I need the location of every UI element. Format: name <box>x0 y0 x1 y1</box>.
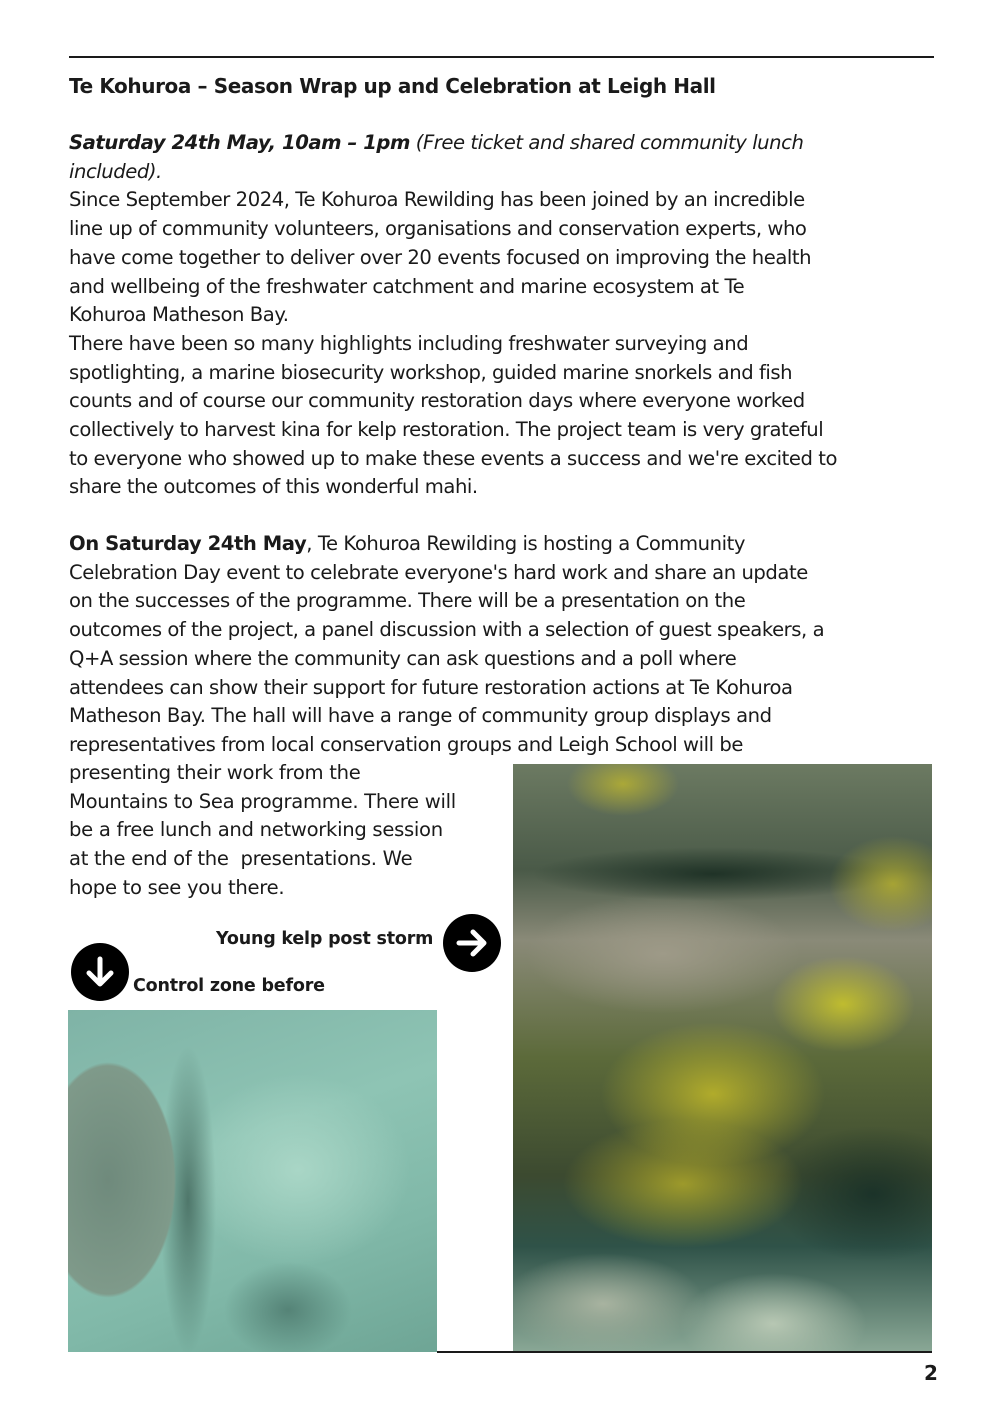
photo-young-kelp <box>513 764 932 1352</box>
paragraph3-line: Q+A session where the community can ask questions and a poll where <box>69 646 737 670</box>
paragraph1-line: Since September 2024, Te Kohuroa Rewilding has been joined by an incredible <box>69 188 805 212</box>
arrow-right-circle-icon <box>443 914 501 972</box>
paragraph1-line: Kohuroa Matheson Bay. <box>69 303 289 327</box>
event-note-cont: included). <box>69 159 162 183</box>
wrap-line: Mountains to Sea programme. There will <box>69 789 456 813</box>
paragraph3-first-rest: , Te Kohuroa Rewilding is hosting a Community <box>306 532 745 555</box>
wrap-line: at the end of the presentations. We <box>69 847 413 871</box>
paragraph3-line: attendees can show their support for future restoration actions at Te Kohuroa <box>69 675 793 699</box>
paragraph2-line: There have been so many highlights including freshwater surveying and <box>69 331 749 355</box>
paragraph3-line: on the successes of the programme. There will be a presentation on the <box>69 589 746 613</box>
caption-control-zone: Control zone before <box>133 976 325 996</box>
paragraph2-line: to everyone who showed up to make these events a success and we're excited to <box>69 446 838 470</box>
event-note: (Free ticket and shared community lunch <box>409 131 804 154</box>
photo-control-zone <box>68 1010 437 1352</box>
arrow-down-circle-icon <box>71 943 129 1001</box>
article-body-intro <box>69 129 939 502</box>
page-number: 2 <box>924 1361 938 1385</box>
paragraph1-line: and wellbeing of the freshwater catchment and marine ecosystem at Te <box>69 274 745 298</box>
paragraph3-line: Celebration Day event to celebrate everyone's hard work and share an update <box>69 560 808 584</box>
event-line-1 <box>69 129 939 158</box>
wrap-line: hope to see you there. <box>69 875 285 899</box>
paragraph1-line: have come together to deliver over 20 events focused on improving the health <box>69 245 812 269</box>
paragraph3-line: outcomes of the project, a panel discussion with a selection of guest speakers, a <box>69 618 825 642</box>
paragraph2-line: collectively to harvest kina for kelp restoration. The project team is very grateful <box>69 418 824 442</box>
paragraph2-line: counts and of course our community restoration days where everyone worked <box>69 389 805 413</box>
event-date: Saturday 24th May, 10am – 1pm <box>69 131 410 154</box>
article-body-celebration <box>69 530 939 760</box>
paragraph1-line: line up of community volunteers, organisations and conservation experts, who <box>69 217 807 241</box>
wrap-line: be a free lunch and networking session <box>69 818 443 842</box>
article-body-wrap <box>69 759 509 903</box>
wrap-line: presenting their work from the <box>69 761 361 784</box>
top-divider <box>69 56 934 58</box>
celebration-date-lead: On Saturday 24th May <box>69 532 307 555</box>
paragraph2-line: share the outcomes of this wonderful mahi. <box>69 475 478 499</box>
paragraph3-line: Matheson Bay. The hall will have a range of community group displays and <box>69 704 772 728</box>
paragraph2-line: spotlighting, a marine biosecurity workshop, guided marine snorkels and fish <box>69 360 793 384</box>
article-title: Te Kohuroa – Season Wrap up and Celebration at Leigh Hall <box>69 74 716 98</box>
paragraph3-line: representatives from local conservation groups and Leigh School will be <box>69 732 743 756</box>
paragraph3-line-first <box>69 530 939 559</box>
bottom-divider <box>437 1351 932 1353</box>
caption-young-kelp: Young kelp post storm <box>216 929 434 949</box>
